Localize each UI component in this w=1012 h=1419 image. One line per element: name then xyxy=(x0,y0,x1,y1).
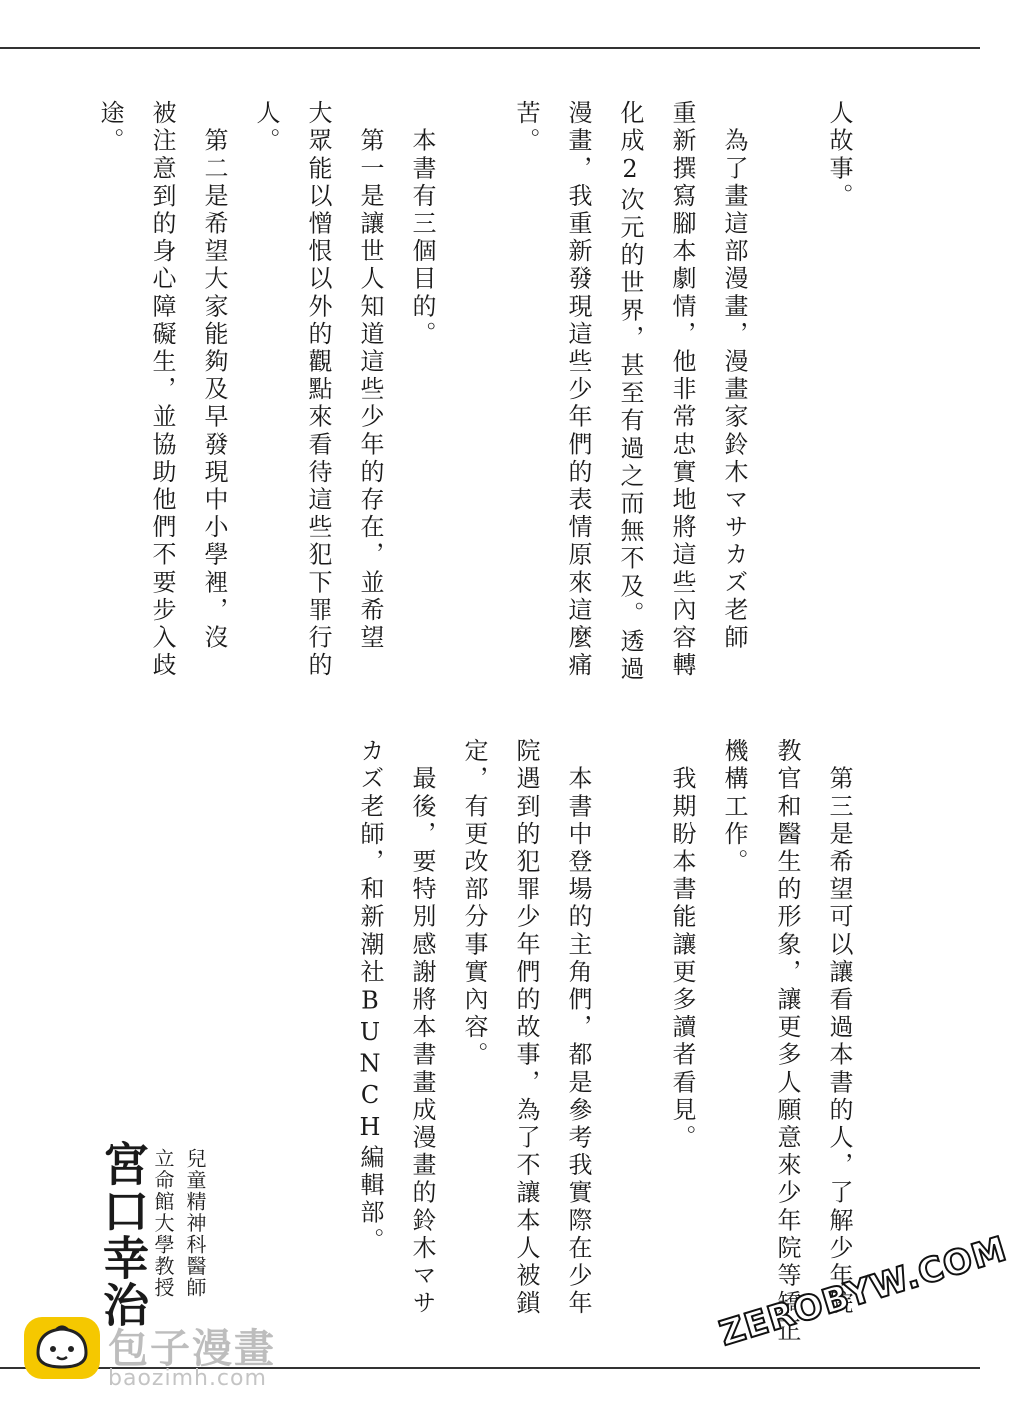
watermark-site-name: 包子漫畫 xyxy=(108,1326,276,1372)
text-column: 院遇到的犯罪少年們的故事，為了不讓本人被鎖 xyxy=(512,738,540,1318)
text-column: 我期盼本書能讓更多讀者看見。 xyxy=(668,738,696,1152)
text-column: 化成2次元的世界，甚至有過之而無不及。透過 xyxy=(616,100,644,684)
author-name: 宮口幸治 xyxy=(96,1140,150,1328)
top-rule xyxy=(0,47,980,49)
text-column: 最後，要特別感謝將本書畫成漫畫的鈴木マサ xyxy=(408,738,436,1318)
author-role: 立命館大學教授 xyxy=(151,1148,175,1299)
text-column: カズ老師，和新潮社BUNCH編輯部。 xyxy=(356,738,384,1255)
watermark-site-url: baozimh.com xyxy=(108,1366,267,1391)
text-column: 途。 xyxy=(96,100,124,156)
text-column: 為了畫這部漫畫，漫畫家鈴木マサカズ老師 xyxy=(720,100,748,652)
text-column: 第一是讓世人知道這些少年的存在，並希望 xyxy=(356,100,384,652)
text-column: 第三是希望可以讓看過本書的人，了解少年院 xyxy=(825,738,853,1318)
text-column: 人。 xyxy=(252,100,280,156)
text-column: 教官和醫生的形象，讓更多人願意來少年院等矯正 xyxy=(773,738,801,1346)
author-role: 兒童精神科醫師 xyxy=(183,1148,207,1299)
watermark-scan-group: ZEROBYW.COM xyxy=(715,1228,1012,1355)
bun-logo-icon xyxy=(22,1313,102,1381)
text-column: 漫畫，我重新發現這些少年們的表情原來這麼痛 xyxy=(564,100,592,680)
text-column: 本書中登場的主角們，都是參考我實際在少年 xyxy=(564,738,592,1318)
text-column: 第二是希望大家能夠及早發現中小學裡，沒 xyxy=(200,100,228,652)
text-column: 被注意到的身心障礙生，並協助他們不要步入歧 xyxy=(148,100,176,680)
text-column: 本書有三個目的。 xyxy=(408,100,436,349)
text-column: 人故事。 xyxy=(825,100,853,211)
text-column: 機構工作。 xyxy=(720,738,748,876)
text-column: 重新撰寫腳本劇情，他非常忠實地將這些內容轉 xyxy=(668,100,696,680)
text-column: 大眾能以憎恨以外的觀點來看待這些犯下罪行的 xyxy=(304,100,332,680)
text-column: 苦。 xyxy=(512,100,540,156)
text-column: 定，有更改部分事實內容。 xyxy=(460,738,488,1070)
